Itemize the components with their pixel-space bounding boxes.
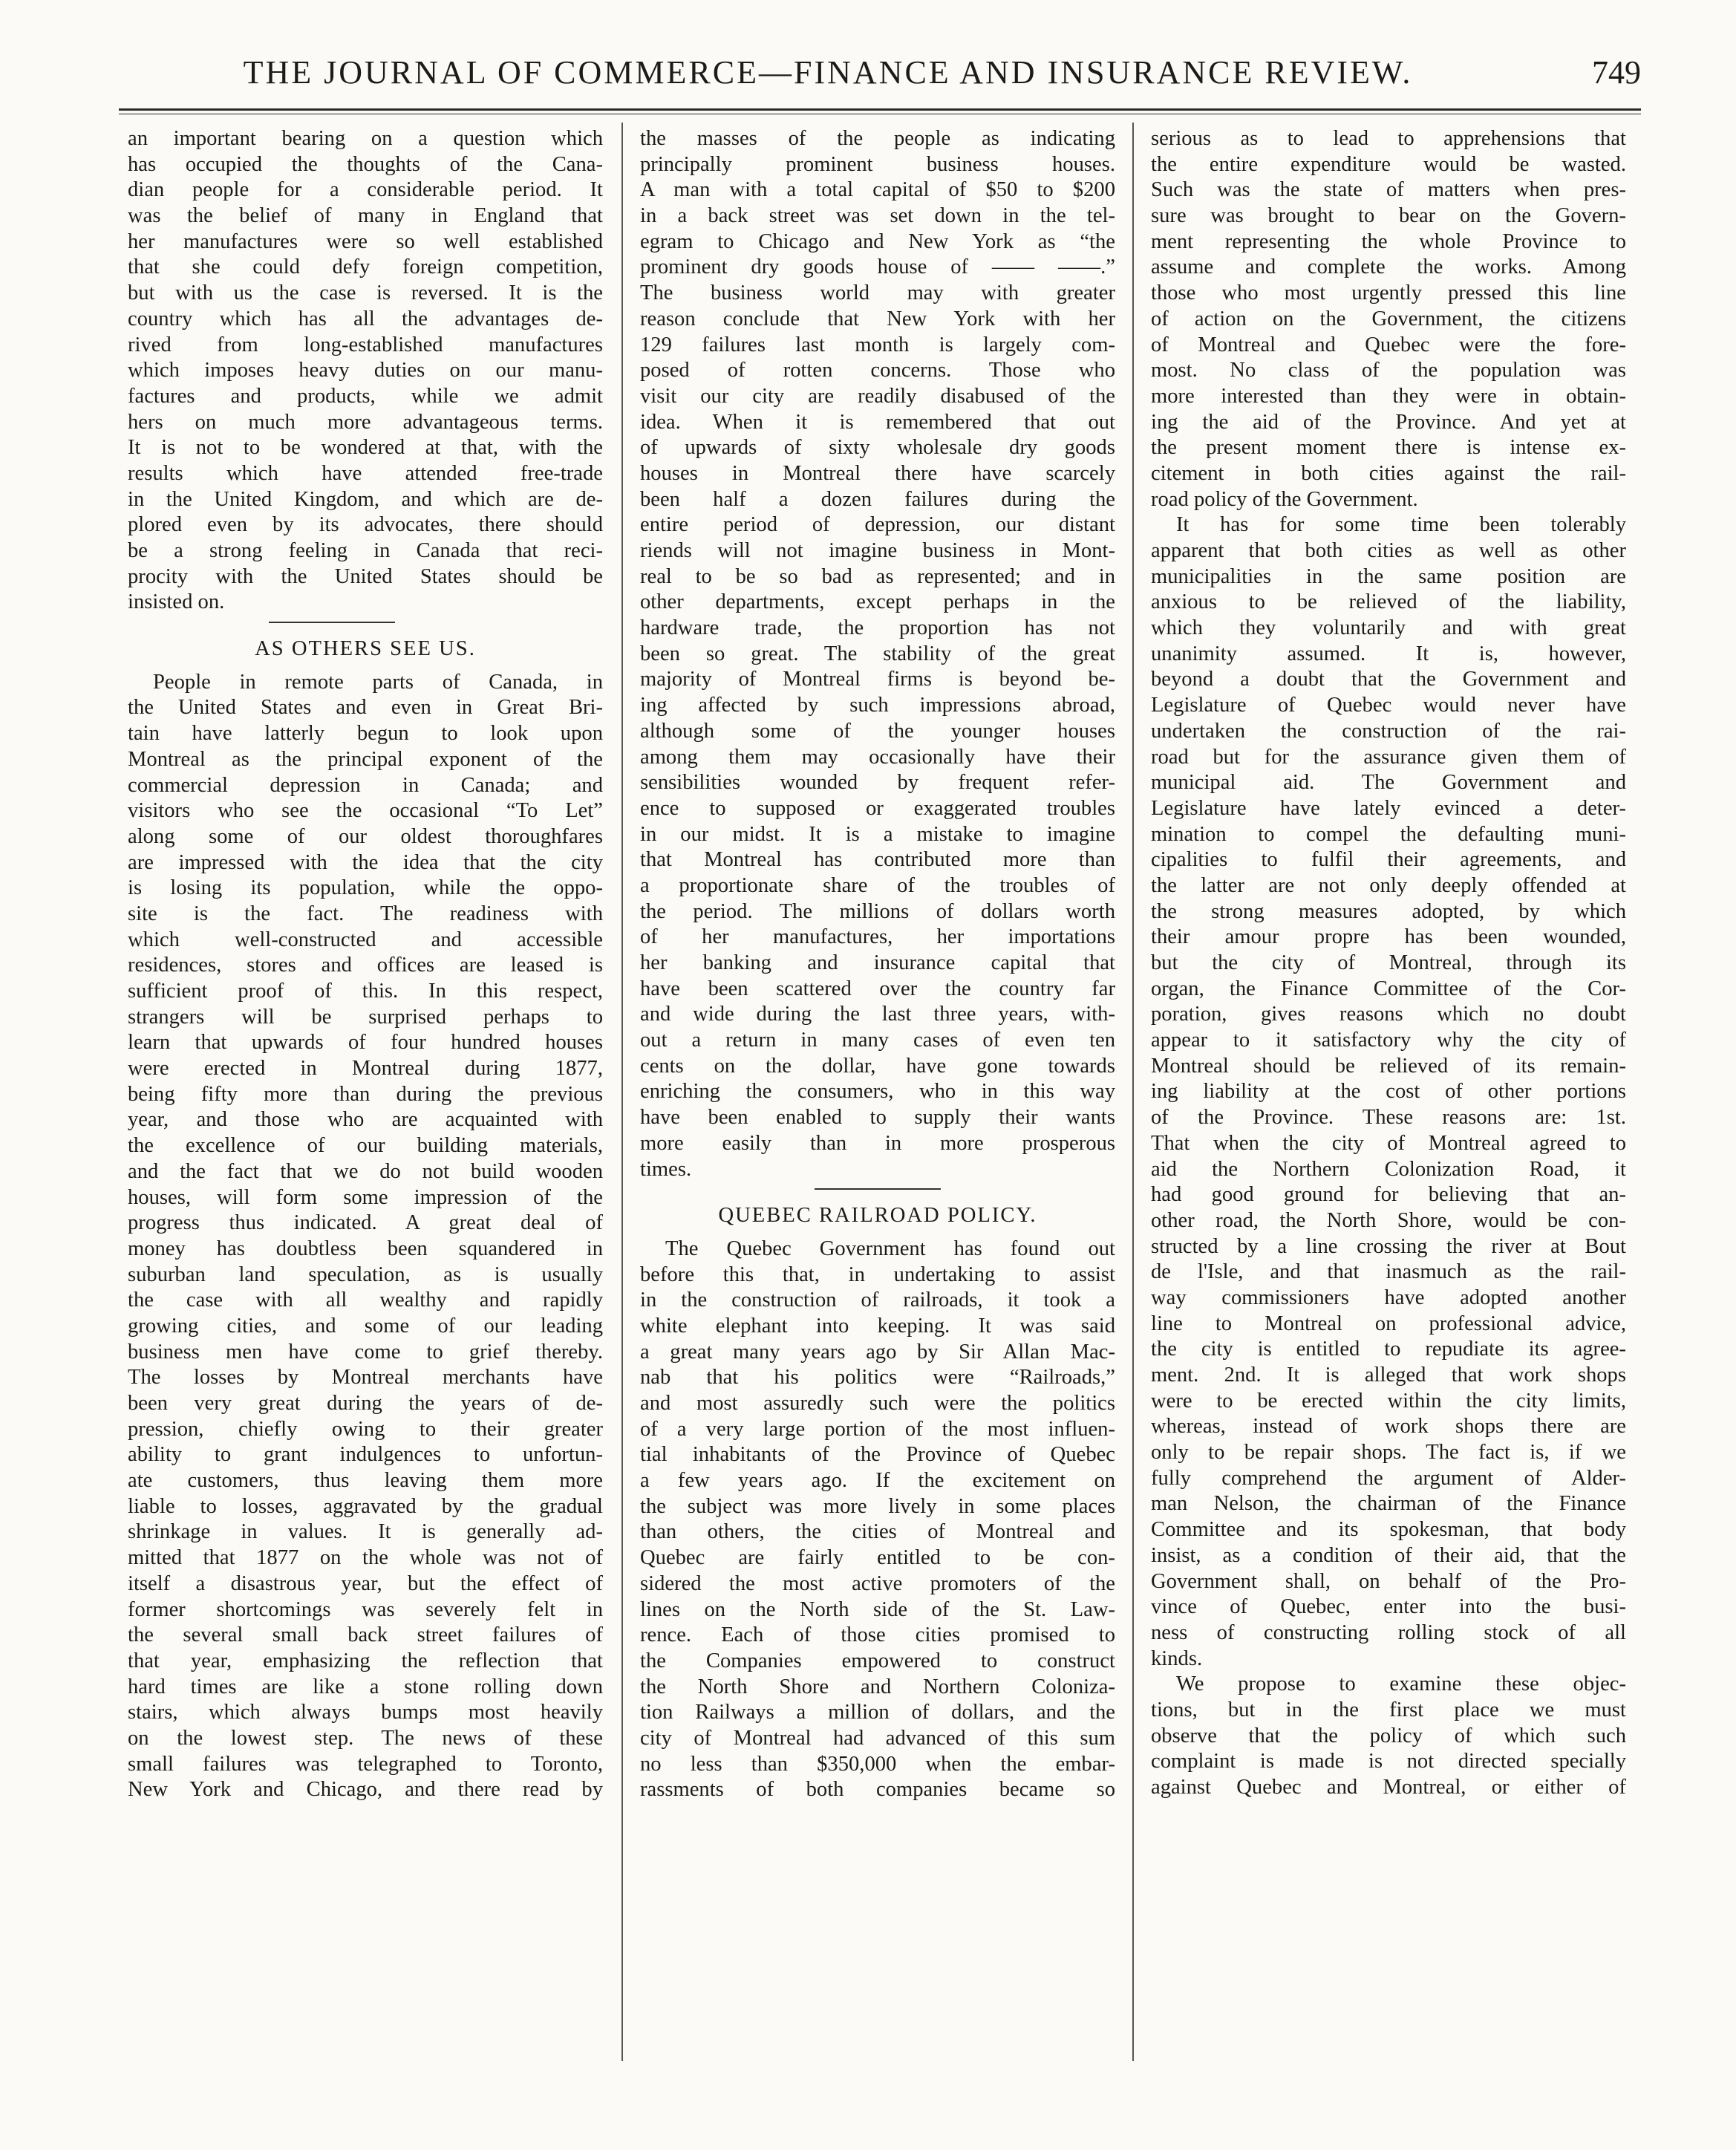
page-number: 749 (1592, 54, 1641, 91)
text-line: which they voluntarily and with great (1151, 616, 1626, 640)
text-line: which well-constructed and accessible (128, 928, 603, 951)
text-line: principally prominent business houses. (640, 152, 1115, 176)
text-line: country which has all the advantages de- (128, 307, 603, 330)
heading-as-others-see-us: AS OTHERS SEE US. (255, 637, 476, 661)
text-line: ment. 2nd. It is alleged that work shops (1151, 1364, 1626, 1387)
text-line: business men have come to grief thereby. (128, 1340, 603, 1364)
text-line: were to be erected within the city limits, (1151, 1389, 1626, 1413)
text-line: sufficient proof of this. In this respect, (128, 980, 603, 1003)
header-rule (119, 108, 1641, 114)
paragraph-trade (128, 126, 603, 616)
text-line: but with us the case is reversed. It is the (128, 281, 603, 305)
text-line: tions, but in the first place we must (1151, 1698, 1626, 1721)
text-line: times. (640, 1157, 692, 1181)
text-line: hers on much more advantageous terms. (128, 410, 603, 434)
text-line: undertaken the construction of the rai- (1151, 719, 1626, 743)
text-line: her manufactures were so well established (128, 229, 603, 253)
text-line: factures and products, while we admit (128, 384, 603, 408)
text-line: Such was the state of matters when pres- (1151, 178, 1626, 202)
text-line: liable to losses, aggravated by the gradual (128, 1494, 603, 1518)
text-line: stairs, which always bumps most heavily (128, 1701, 603, 1724)
text-line: unanimity assumed. It is, however, (1151, 642, 1626, 665)
text-line: prominent dry goods house of —— ——.” (640, 255, 1115, 279)
text-line: ment representing the whole Province to (1151, 229, 1626, 253)
text-line: de l'Isle, and that inasmuch as the rail- (1151, 1260, 1626, 1284)
text-line: the case with all wealthy and rapidly (128, 1289, 603, 1312)
text-line: houses, will form some impression of the (128, 1185, 603, 1209)
text-line: It has for some time been tolerably (1176, 513, 1626, 537)
text-line: in our midst. It is a mistake to imagine (640, 822, 1115, 846)
text-line: insist, as a condition of their aid, that the (1151, 1543, 1626, 1567)
text-line: former shortcomings was severely felt in (128, 1597, 603, 1621)
paragraph-objections (1151, 1672, 1626, 1800)
text-line: money has doubtless been squandered in (128, 1237, 603, 1260)
text-line: lines on the North side of the St. Law- (640, 1597, 1115, 1621)
text-line: the United States and even in Great Bri- (128, 696, 603, 720)
text-line: man Nelson, the chairman of the Finance (1151, 1492, 1626, 1516)
text-line: tial inhabitants of the Province of Quebec (640, 1443, 1115, 1467)
text-line: real to be so bad as represented; and in (640, 564, 1115, 588)
text-line: shrinkage in values. It is generally ad- (128, 1520, 603, 1544)
paragraph-municipalities (1151, 512, 1626, 1672)
text-line: more easily than in more prosperous (640, 1131, 1115, 1155)
text-line: along some of our oldest thoroughfares (128, 824, 603, 848)
text-line: structed by a line crossing the river at Bout (1151, 1234, 1626, 1258)
text-line: and most assuredly such were the politics (640, 1392, 1115, 1415)
text-line: the present moment there is intense ex- (1151, 436, 1626, 460)
text-line: city of Montreal had advanced of this sum (640, 1726, 1115, 1750)
column-divider (621, 123, 623, 2061)
text-line: residences, stores and offices are leased is (128, 954, 603, 977)
text-line: the strong measures adopted, by which (1151, 899, 1626, 923)
text-line: and wide during the last three years, with- (640, 1003, 1115, 1026)
text-line: tain have latterly begun to look upon (128, 722, 603, 746)
text-line: ness of constructing rolling stock of all (1151, 1620, 1626, 1644)
text-line: the entire expenditure would be wasted. (1151, 152, 1626, 176)
text-line: the subject was more lively in some places (640, 1494, 1115, 1518)
text-line: sidered the most active promoters of the (640, 1571, 1115, 1595)
text-line: the excellence of our building materials, (128, 1134, 603, 1158)
text-line: cents on the dollar, have gone towards (640, 1054, 1115, 1078)
text-line: but the city of Montreal, through its (1151, 951, 1626, 974)
text-line: results which have attended free-trade (128, 461, 603, 485)
text-line: white elephant into keeping. It was said (640, 1314, 1115, 1338)
text-line: mination to compel the defaulting muni- (1151, 822, 1626, 846)
text-line: insisted on. (128, 590, 225, 614)
text-line: entire period of depression, our distant (640, 513, 1115, 537)
text-line: although some of the younger houses (640, 719, 1115, 743)
text-line: observe that the policy of which such (1151, 1724, 1626, 1747)
text-line: that year, emphasizing the reflection that (128, 1649, 603, 1672)
text-line: dian people for a considerable period. It (128, 178, 603, 202)
text-line: egram to Chicago and New York as “the (640, 229, 1115, 253)
text-line: fully comprehend the argument of Alder- (1151, 1466, 1626, 1490)
text-line: growing cities, and some of our leading (128, 1314, 603, 1338)
text-line: It is not to be wondered at that, with the (128, 436, 603, 460)
text-line: is losing its population, while the oppo- (128, 876, 603, 900)
text-line: rence. Each of those cities promised to (640, 1623, 1115, 1647)
text-line: no less than $350,000 when the embar- (640, 1752, 1115, 1776)
text-line: 129 failures last month is largely com- (640, 333, 1115, 356)
text-line: been so great. The stability of the great (640, 642, 1115, 665)
section-rule (269, 622, 395, 623)
text-line: in the construction of railroads, it took a (640, 1289, 1115, 1312)
text-line: municipalities in the same position are (1151, 564, 1626, 588)
text-line: site is the fact. The readiness with (128, 902, 603, 925)
text-line: a proportionate share of the troubles of (640, 873, 1115, 897)
text-line: Legislature of Quebec would never have (1151, 694, 1626, 717)
text-line: Legislature have lately evinced a deter- (1151, 796, 1626, 820)
text-line: than others, the cities of Montreal and (640, 1520, 1115, 1544)
text-line: small failures was telegraphed to Toronto, (128, 1752, 603, 1776)
text-line: The losses by Montreal merchants have (128, 1366, 603, 1390)
text-line: of a very large portion of the most influen- (640, 1417, 1115, 1441)
text-line: way commissioners have adopted another (1151, 1286, 1626, 1309)
text-line: anxious to be relieved of the liability, (1151, 590, 1626, 614)
text-line: strangers will be surprised perhaps to (128, 1005, 603, 1029)
text-line: ability to grant indulgences to unfortun- (128, 1443, 603, 1467)
text-line: ing liability at the cost of other portions (1151, 1080, 1626, 1104)
text-line: Committee and its spokesman, that body (1151, 1518, 1626, 1542)
text-line: be a strong feeling in Canada that reci- (128, 539, 603, 562)
text-line: progress thus indicated. A great deal of (128, 1211, 603, 1235)
text-line: whereas, instead of work shops there are (1151, 1415, 1626, 1439)
text-line: plored even by its advocates, there should (128, 513, 603, 537)
text-line: have been scattered over the country far (640, 977, 1115, 1000)
text-line: those who most urgently pressed this line (1151, 281, 1626, 305)
text-line: a few years ago. If the excitement on (640, 1469, 1115, 1493)
text-line: apparent that both cities as well as other (1151, 539, 1626, 562)
text-line: ence to supposed or exaggerated troubles (640, 796, 1115, 820)
text-line: other departments, except perhaps in the (640, 590, 1115, 614)
text-line: road policy of the Government. (1151, 487, 1418, 511)
text-line: appear to it satisfactory why the city of (1151, 1029, 1626, 1052)
text-line: of upwards of sixty wholesale dry goods (640, 436, 1115, 460)
text-line: been very great during the years of de- (128, 1392, 603, 1415)
text-line: sure was brought to bear on the Govern- (1151, 204, 1626, 228)
text-line: complaint is made is not directed specially (1151, 1750, 1626, 1773)
text-line: were erected in Montreal during 1877, (128, 1057, 603, 1081)
text-line: and the fact that we do not build wooden (128, 1159, 603, 1183)
text-line: visit our city are readily disabused of the (640, 384, 1115, 408)
text-line: vince of Quebec, enter into the busi- (1151, 1595, 1626, 1619)
text-line: road but for the assurance given them of (1151, 745, 1626, 769)
text-line: an important bearing on a question which (128, 127, 603, 150)
text-line: aid the Northern Colonization Road, it (1151, 1157, 1626, 1181)
text-line: the masses of the people as indicating (640, 127, 1115, 150)
text-line: learn that upwards of four hundred houses (128, 1031, 603, 1055)
text-line: ing affected by such impressions abroad, (640, 694, 1115, 717)
text-line: hardware trade, the proportion has not (640, 616, 1115, 640)
text-line: hard times are like a stone rolling down (128, 1675, 603, 1698)
text-line: of her manufactures, her importations (640, 925, 1115, 949)
text-line: cipalities to fulfil their agreements, and (1151, 848, 1626, 872)
text-line: beyond a doubt that the Government and (1151, 668, 1626, 691)
text-line: out a return in many cases of even ten (640, 1029, 1115, 1052)
text-line: enriching the consumers, who in this way (640, 1080, 1115, 1104)
text-line: their amour propre has been wounded, (1151, 925, 1626, 949)
text-line: reason conclude that New York with her (640, 307, 1115, 330)
paragraph-railroad-cont (1151, 126, 1626, 512)
text-line: itself a disastrous year, but the effect of (128, 1571, 603, 1595)
text-line: on the lowest step. The news of these (128, 1726, 603, 1750)
text-line: riends will not imagine business in Mont- (640, 539, 1115, 562)
text-line: line to Montreal on professional advice, (1151, 1312, 1626, 1335)
text-line: been half a dozen failures during the (640, 487, 1115, 511)
column-3 (1151, 126, 1626, 1801)
text-line: rassments of both companies became so (640, 1778, 1115, 1802)
text-line: of action on the Government, the citizens (1151, 307, 1626, 330)
text-line: That when the city of Montreal agreed to (1151, 1131, 1626, 1155)
text-line: houses in Montreal there have scarcely (640, 461, 1115, 485)
text-line: tion Railways a million of dollars, and the (640, 1701, 1115, 1724)
text-line: serious as to lead to apprehensions that (1151, 127, 1626, 150)
text-line: the Companies empowered to construct (640, 1649, 1115, 1672)
text-line: a great many years ago by Sir Allan Mac- (640, 1340, 1115, 1364)
text-line: her banking and insurance capital that (640, 951, 1115, 974)
column-divider (1132, 123, 1134, 2061)
text-line: the latter are not only deeply offended at (1151, 873, 1626, 897)
text-line: the North Shore and Northern Coloniza- (640, 1675, 1115, 1698)
text-line: The Quebec Government has found out (665, 1237, 1115, 1260)
column-2 (640, 126, 1115, 1803)
text-line: Montreal as the principal exponent of the (128, 747, 603, 771)
text-line: idea. When it is remembered that out (640, 410, 1115, 434)
text-line: that Montreal has contributed more than (640, 848, 1115, 872)
text-line: have been enabled to supply their wants (640, 1106, 1115, 1130)
text-line: of Montreal and Quebec were the fore- (1151, 333, 1626, 356)
text-line: New York and Chicago, and there read by (128, 1778, 603, 1802)
text-line: organ, the Finance Committee of the Cor- (1151, 977, 1626, 1000)
text-line: which imposes heavy duties on our manu- (128, 359, 603, 382)
text-line: assume and complete the works. Among (1151, 255, 1626, 279)
section-rule (815, 1188, 941, 1190)
text-line: before this that, in undertaking to assist (640, 1263, 1115, 1286)
text-line: rived from long-established manufactures (128, 333, 603, 356)
text-line: ing the aid of the Province. And yet at (1151, 410, 1626, 434)
text-line: most. No class of the population was (1151, 359, 1626, 382)
text-line: of the Province. These reasons are: 1st. (1151, 1106, 1626, 1130)
paragraph-as-others-see-us (128, 670, 603, 1803)
text-line: the several small back street failures of (128, 1623, 603, 1647)
text-line: procity with the United States should be (128, 564, 603, 588)
text-line: We propose to examine these objec- (1176, 1672, 1626, 1696)
text-line: other road, the North Shore, would be con- (1151, 1208, 1626, 1232)
text-line: has occupied the thoughts of the Cana- (128, 152, 603, 176)
text-line: The business world may with greater (640, 281, 1115, 305)
text-line: visitors who see the occasional “To Let” (128, 799, 603, 823)
text-line: that she could defy foreign competition, (128, 255, 603, 279)
journal-title: THE JOURNAL OF COMMERCE—FINANCE AND INSURANCE REVIEW. (243, 54, 1413, 91)
text-line: Quebec are fairly entitled to be con- (640, 1546, 1115, 1570)
text-line: among them may occasionally have their (640, 745, 1115, 769)
text-line: more interested than they were in obtain- (1151, 384, 1626, 408)
text-line: citement in both cities against the rail- (1151, 461, 1626, 485)
text-line: Montreal should be relieved of its remain- (1151, 1054, 1626, 1078)
text-line: being fifty more than during the previous (128, 1082, 603, 1106)
text-line: was the belief of many in England that (128, 204, 603, 228)
page-header (119, 53, 1641, 105)
text-line: had good ground for believing that an- (1151, 1183, 1626, 1207)
text-line: only to be repair shops. The fact is, if we (1151, 1441, 1626, 1465)
text-line: in the United Kingdom, and which are de- (128, 487, 603, 511)
text-line: poration, gives reasons which no doubt (1151, 1003, 1626, 1026)
text-line: Government shall, on behalf of the Pro- (1151, 1569, 1626, 1593)
text-line: People in remote parts of Canada, in (153, 670, 603, 694)
text-line: sensibilities wounded by frequent refer- (640, 771, 1115, 795)
column-1 (128, 126, 603, 1803)
heading-quebec-railroad-policy: QUEBEC RAILROAD POLICY. (718, 1204, 1037, 1228)
text-line: suburban land speculation, as is usually (128, 1263, 603, 1286)
text-line: mitted that 1877 on the whole was not of (128, 1546, 603, 1570)
text-line: nab that his politics were “Railroads,” (640, 1366, 1115, 1390)
text-line: are impressed with the idea that the city (128, 850, 603, 874)
text-line: kinds. (1151, 1646, 1203, 1670)
text-line: against Quebec and Montreal, or either of (1151, 1776, 1626, 1799)
text-line: ate customers, thus leaving them more (128, 1469, 603, 1493)
text-line: in a back street was set down in the tel- (640, 204, 1115, 228)
text-line: commercial depression in Canada; and (128, 773, 603, 797)
text-line: municipal aid. The Government and (1151, 771, 1626, 795)
text-line: posed of rotten concerns. Those who (640, 359, 1115, 382)
text-line: the period. The millions of dollars worth (640, 899, 1115, 923)
paragraph-as-others-see-us-cont (640, 126, 1115, 1182)
text-line: A man with a total capital of $50 to $200 (640, 178, 1115, 202)
paragraph-quebec-railroad (640, 1237, 1115, 1803)
text-line: majority of Montreal firms is beyond be- (640, 668, 1115, 691)
text-line: pression, chiefly owing to their greater (128, 1417, 603, 1441)
text-line: the city is entitled to repudiate its agree- (1151, 1338, 1626, 1361)
text-line: year, and those who are acquainted with (128, 1108, 603, 1132)
